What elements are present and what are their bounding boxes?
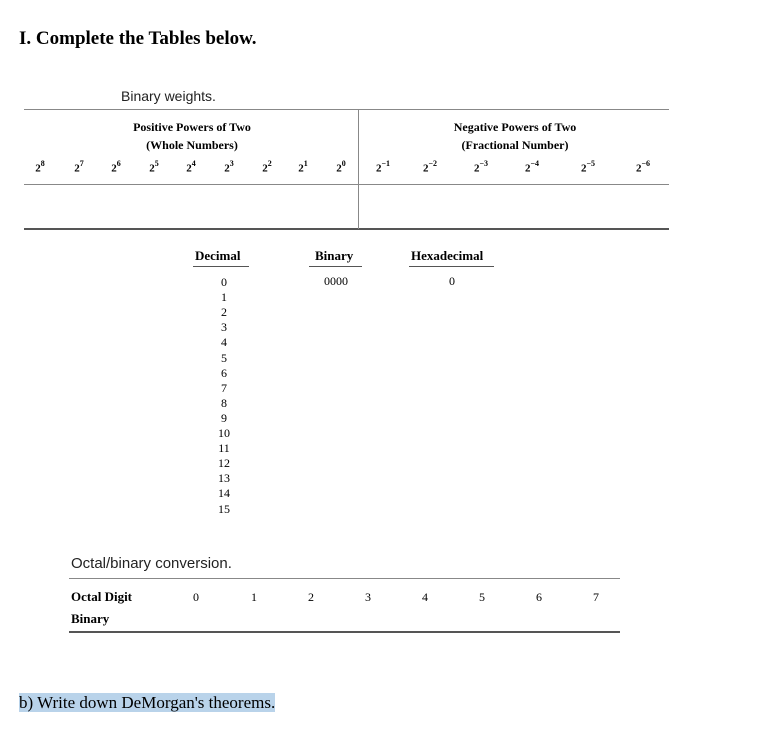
power-of-two: [111, 160, 121, 175]
power-base: 2: [186, 162, 192, 175]
binary-cell-0: 0000: [324, 274, 348, 288]
power-of-two: [376, 160, 390, 175]
octal-digit-label: Octal Digit: [71, 589, 133, 604]
power-of-two: [336, 160, 346, 175]
decimal-header-underline: [193, 266, 249, 267]
octal-digit-cell: 4: [422, 590, 428, 604]
power-of-two: [262, 160, 272, 175]
octal-caption: Octal/binary conversion.: [71, 555, 232, 572]
power-exponent: −6: [641, 159, 651, 168]
decimal-cell: 3: [221, 320, 227, 335]
power-base: 2: [524, 162, 531, 175]
power-of-two: [525, 160, 539, 175]
power-base: 2: [74, 162, 80, 175]
decimal-cell: 6: [221, 365, 227, 380]
power-base: 2: [336, 162, 342, 175]
binary-row-label: Binary: [71, 611, 110, 626]
power-base: 2: [473, 162, 480, 175]
power-exponent: −5: [586, 159, 596, 168]
page-heading: I. Complete the Tables below.: [19, 28, 257, 49]
power-exponent: −1: [381, 159, 391, 168]
power-exponent: 0: [341, 159, 346, 168]
octal-digit-cell: 1: [251, 590, 257, 604]
power-exponent: 6: [116, 159, 121, 168]
octal-digit-cell: 5: [479, 590, 485, 604]
power-of-two: [35, 160, 45, 175]
decimal-cell: 15: [218, 501, 230, 516]
decimal-cell: 7: [221, 380, 227, 395]
decimal-cell: 2: [221, 305, 227, 320]
decimal-cell: 8: [221, 395, 227, 410]
power-exponent: 8: [40, 159, 45, 168]
question-highlight: b) Write down DeMorgan's theorems.: [19, 693, 276, 712]
power-of-two: [474, 160, 488, 175]
negative-powers-group: [420, 118, 610, 154]
power-base: 2: [298, 162, 304, 175]
power-base: 2: [422, 162, 429, 175]
decimal-cell: 5: [221, 350, 227, 365]
decimal-cell: 11: [218, 441, 230, 456]
power-of-two: [224, 160, 234, 175]
header-binary: Binary: [315, 248, 354, 263]
power-base: 2: [224, 162, 230, 175]
power-exponent: 4: [191, 159, 196, 168]
binary-weights-bottom-rule: [24, 228, 669, 230]
octal-digit-cell: 6: [536, 590, 542, 604]
binary-weights-divider: [358, 109, 359, 229]
octal-digit-cell: 2: [308, 590, 314, 604]
positive-powers-group: [108, 118, 276, 154]
power-of-two: [186, 160, 196, 175]
power-exponent: 3: [229, 159, 234, 168]
power-exponent: −4: [530, 159, 540, 168]
power-base: 2: [111, 162, 117, 175]
power-base: 2: [35, 162, 41, 175]
power-base: 2: [149, 162, 155, 175]
decimal-cell: 1: [221, 290, 227, 305]
positive-powers-title: Positive Powers of Two: [133, 120, 251, 134]
negative-powers-title: Negative Powers of Two: [453, 120, 577, 134]
decimal-cell: 13: [218, 471, 230, 486]
question-text: [19, 693, 275, 713]
power-base: 2: [580, 162, 587, 175]
power-of-two: [149, 160, 159, 175]
power-base: 2: [262, 162, 268, 175]
binary-weights-mid-rule: [24, 184, 669, 185]
header-hexadecimal: Hexadecimal: [411, 248, 484, 263]
power-of-two: [74, 160, 84, 175]
binary-weights-top-rule: [24, 109, 669, 110]
decimal-cell: 14: [218, 486, 230, 501]
power-exponent: 7: [79, 159, 84, 168]
power-exponent: −3: [479, 159, 489, 168]
power-exponent: 5: [154, 159, 159, 168]
power-exponent: −2: [428, 159, 438, 168]
decimal-cell: 9: [221, 410, 227, 425]
header-decimal: Decimal: [195, 248, 241, 263]
decimal-cell: 4: [221, 335, 227, 350]
binary-weights-caption: Binary weights.: [121, 88, 216, 104]
decimal-cell: 12: [218, 456, 230, 471]
octal-top-rule: [69, 578, 620, 579]
power-of-two: [423, 160, 437, 175]
power-of-two: [298, 160, 308, 175]
power-base: 2: [635, 162, 642, 175]
octal-digit-cell: 3: [365, 590, 371, 604]
octal-digit-cell: 0: [193, 590, 199, 604]
decimal-cell: 0: [221, 275, 227, 289]
decimal-cell: 10: [218, 426, 230, 440]
power-of-two: [636, 160, 650, 175]
power-exponent: 2: [267, 159, 272, 168]
binary-header-underline: [309, 266, 362, 267]
octal-bottom-rule: [69, 631, 620, 633]
octal-digit-cell: 7: [593, 590, 599, 604]
negative-powers-subtitle: (Fractional Number): [461, 138, 569, 152]
power-exponent: 1: [303, 159, 308, 168]
power-base: 2: [375, 162, 382, 175]
power-of-two: [581, 160, 595, 175]
hex-cell-0: 0: [449, 274, 455, 288]
hexadecimal-header-underline: [409, 266, 494, 267]
positive-powers-subtitle: (Whole Numbers): [146, 138, 238, 152]
